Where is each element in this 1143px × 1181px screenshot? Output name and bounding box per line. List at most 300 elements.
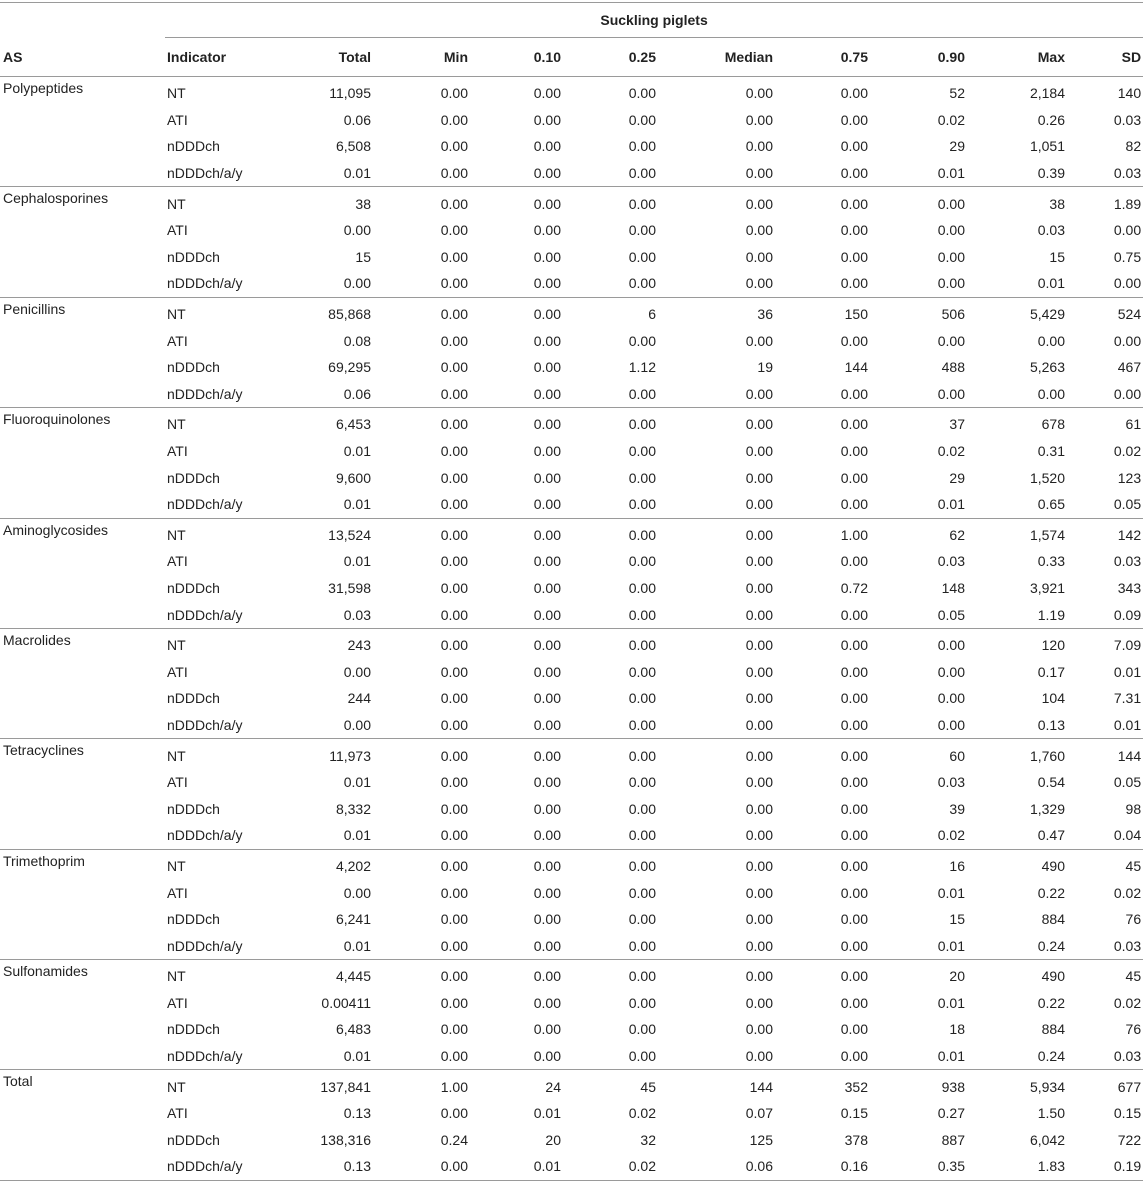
median-cell: 0.00 [745, 827, 773, 844]
min-cell: 0.00 [440, 248, 468, 265]
indicator-cell: ATI [167, 111, 188, 128]
p75-cell: 0.00 [840, 275, 868, 292]
min-cell: 0.00 [440, 526, 468, 543]
p75-cell: 0.00 [840, 857, 868, 874]
sd-cell: 722 [1117, 1131, 1142, 1148]
total-cell: 0.00 [343, 663, 371, 680]
max-cell: 15 [1049, 248, 1065, 265]
total-cell: 0.13 [343, 1158, 371, 1175]
as-name-cell: Total [3, 1073, 33, 1090]
p75-cell: 0.72 [840, 579, 868, 596]
total-cell: 0.00 [343, 884, 371, 901]
sd-cell: 76 [1125, 911, 1142, 928]
median-cell: 0.00 [745, 416, 773, 433]
total-cell: 0.01 [343, 1048, 371, 1065]
indicator-cell: ATI [167, 994, 188, 1011]
p90-cell: 0.00 [937, 690, 965, 707]
indicator-cell: nDDDch [167, 1021, 220, 1038]
max-cell: 2,184 [1029, 85, 1065, 102]
table-row [0, 879, 1143, 906]
p90-cell: 18 [949, 1021, 965, 1038]
total-cell: 11,095 [329, 85, 371, 102]
max-cell: 0.54 [1037, 774, 1065, 791]
header-suckling-piglets: Suckling piglets [165, 0, 1143, 38]
p90-cell: 15 [949, 911, 965, 928]
p10-cell: 0.00 [533, 606, 561, 623]
p75-cell: 0.00 [840, 911, 868, 928]
p10-cell: 0.00 [533, 443, 561, 460]
max-cell: 104 [1041, 690, 1065, 707]
max-cell: 0.03 [1037, 222, 1065, 239]
p90-cell: 0.01 [937, 1048, 965, 1065]
p10-cell: 0.00 [533, 416, 561, 433]
header-columns-row [0, 38, 1143, 77]
total-cell: 0.00 [343, 275, 371, 292]
p10-cell: 0.00 [533, 332, 561, 349]
indicator-cell: NT [167, 416, 186, 433]
p90-cell: 0.00 [937, 248, 965, 265]
p90-cell: 0.03 [937, 774, 965, 791]
max-cell: 490 [1041, 857, 1065, 874]
sd-cell: 0.03 [1113, 165, 1142, 182]
col-header-as: AS [0, 38, 165, 77]
group-tetracyclines [0, 739, 1143, 849]
p10-cell: 20 [545, 1131, 561, 1148]
total-cell: 0.03 [343, 606, 371, 623]
median-cell: 125 [749, 1131, 773, 1148]
max-cell: 0.31 [1037, 443, 1065, 460]
indicator-cell: nDDDch/a/y [167, 385, 243, 402]
table-row [0, 270, 1143, 297]
max-cell: 120 [1041, 637, 1065, 654]
as-name-cell: Macrolides [3, 631, 71, 648]
median-cell: 0.00 [745, 716, 773, 733]
p10-cell: 0.00 [533, 138, 561, 155]
p90-cell: 60 [949, 747, 965, 764]
indicator-cell: nDDDch/a/y [167, 606, 243, 623]
p25-cell: 0.00 [628, 275, 656, 292]
p75-cell: 144 [844, 359, 868, 376]
p90-cell: 0.01 [937, 994, 965, 1011]
indicator-cell: ATI [167, 774, 188, 791]
min-cell: 0.00 [440, 663, 468, 680]
group-trimethoprim [0, 849, 1143, 959]
table-row [0, 822, 1143, 849]
median-cell: 0.00 [745, 85, 773, 102]
sd-cell: 0.01 [1113, 716, 1142, 733]
sd-cell: 467 [1117, 359, 1142, 376]
indicator-cell: nDDDch/a/y [167, 1048, 243, 1065]
p10-cell: 0.00 [533, 553, 561, 570]
p25-cell: 32 [640, 1131, 656, 1148]
total-cell: 38 [355, 195, 371, 212]
p25-cell: 0.00 [628, 747, 656, 764]
p10-cell: 24 [545, 1078, 561, 1095]
indicator-cell: NT [167, 747, 186, 764]
min-cell: 0.00 [440, 165, 468, 182]
max-cell: 5,934 [1029, 1078, 1065, 1095]
indicator-cell: NT [167, 306, 186, 323]
p75-cell: 0.00 [840, 663, 868, 680]
p75-cell: 0.00 [840, 994, 868, 1011]
median-cell: 0.00 [745, 553, 773, 570]
p90-cell: 0.00 [937, 332, 965, 349]
indicator-cell: nDDDch/a/y [167, 496, 243, 513]
group-total [0, 1070, 1143, 1180]
sd-cell: 45 [1125, 968, 1142, 985]
col-header-p75: 0.75 [775, 38, 870, 77]
p75-cell: 0.00 [840, 690, 868, 707]
indicator-cell: ATI [167, 663, 188, 680]
max-cell: 1.19 [1037, 606, 1065, 623]
total-cell: 69,295 [328, 359, 371, 376]
table-row [0, 1127, 1143, 1154]
sd-cell: 0.05 [1113, 496, 1142, 513]
p90-cell: 0.00 [937, 195, 965, 212]
indicator-cell: nDDDch [167, 1131, 220, 1148]
as-name-cell: Cephalosporines [3, 190, 109, 207]
min-cell: 0.00 [440, 716, 468, 733]
p90-cell: 506 [941, 306, 965, 323]
indicator-cell: nDDDch [167, 690, 220, 707]
sd-cell: 343 [1117, 579, 1142, 596]
as-name-cell: Sulfonamides [3, 963, 88, 979]
min-cell: 0.00 [440, 800, 468, 817]
p25-cell: 0.02 [628, 1105, 656, 1122]
table-row [0, 795, 1143, 822]
indicator-cell: nDDDch [167, 138, 220, 155]
max-cell: 0.17 [1037, 663, 1065, 680]
p25-cell: 0.00 [628, 663, 656, 680]
as-name-cell: Trimethoprim [3, 852, 85, 869]
p75-cell: 0.00 [840, 85, 868, 102]
table-row [0, 906, 1143, 933]
p75-cell: 0.16 [840, 1158, 868, 1175]
max-cell: 1.50 [1037, 1105, 1065, 1122]
p25-cell: 0.00 [628, 332, 656, 349]
min-cell: 0.00 [440, 275, 468, 292]
max-cell: 0.01 [1037, 275, 1065, 292]
total-cell: 0.01 [343, 496, 371, 513]
total-cell: 244 [347, 690, 371, 707]
max-cell: 0.47 [1037, 827, 1065, 844]
min-cell: 0.00 [440, 968, 468, 985]
min-cell: 0.00 [440, 884, 468, 901]
p10-cell: 0.00 [533, 248, 561, 265]
table-row [0, 658, 1143, 685]
indicator-cell: nDDDch/a/y [167, 937, 243, 954]
sd-cell: 144 [1117, 747, 1142, 764]
sd-cell: 0.03 [1113, 1048, 1142, 1065]
median-cell: 0.00 [745, 526, 773, 543]
max-cell: 0.24 [1037, 1048, 1065, 1065]
sd-cell: 0.00 [1113, 275, 1142, 292]
p10-cell: 0.00 [533, 195, 561, 212]
total-cell: 0.13 [343, 1105, 371, 1122]
p90-cell: 0.00 [937, 385, 965, 402]
min-cell: 0.00 [440, 85, 468, 102]
p75-cell: 0.00 [840, 195, 868, 212]
p90-cell: 20 [949, 968, 965, 985]
indicator-cell: nDDDch [167, 579, 220, 596]
p25-cell: 0.00 [628, 937, 656, 954]
median-cell: 0.00 [745, 911, 773, 928]
table-row [0, 244, 1143, 271]
p25-cell: 0.00 [628, 85, 656, 102]
p75-cell: 0.00 [840, 884, 868, 901]
min-cell: 0.00 [440, 138, 468, 155]
table-row [0, 187, 1143, 217]
max-cell: 1,574 [1029, 526, 1065, 543]
p75-cell: 0.00 [840, 385, 868, 402]
p10-cell: 0.00 [533, 937, 561, 954]
table-row [0, 1070, 1143, 1100]
min-cell: 1.00 [440, 1078, 468, 1095]
p10-cell: 0.00 [533, 526, 561, 543]
max-cell: 0.24 [1037, 937, 1065, 954]
min-cell: 0.00 [440, 911, 468, 928]
p25-cell: 0.00 [628, 637, 656, 654]
p90-cell: 0.03 [937, 553, 965, 570]
max-cell: 0.26 [1037, 111, 1065, 128]
col-header-p25: 0.25 [563, 38, 658, 77]
p25-cell: 0.00 [628, 248, 656, 265]
p10-cell: 0.00 [533, 994, 561, 1011]
min-cell: 0.00 [440, 937, 468, 954]
p90-cell: 0.01 [937, 937, 965, 954]
median-cell: 0.00 [745, 968, 773, 985]
p90-cell: 0.00 [937, 716, 965, 733]
sd-cell: 7.09 [1113, 637, 1142, 654]
table-row [0, 960, 1143, 990]
p75-cell: 0.00 [840, 716, 868, 733]
min-cell: 0.00 [440, 443, 468, 460]
col-header-min: Min [373, 38, 470, 77]
min-cell: 0.24 [440, 1131, 468, 1148]
table-header [0, 0, 1143, 77]
p25-cell: 0.00 [628, 716, 656, 733]
p75-cell: 0.00 [840, 774, 868, 791]
p75-cell: 0.00 [840, 138, 868, 155]
as-name-cell: Aminoglycosides [3, 521, 109, 538]
p10-cell: 0.00 [533, 857, 561, 874]
p90-cell: 148 [941, 579, 965, 596]
p75-cell: 0.00 [840, 248, 868, 265]
group-fluoroquinolones [0, 408, 1143, 518]
table-row [0, 297, 1143, 327]
median-cell: 0.00 [745, 1021, 773, 1038]
p75-cell: 0.00 [840, 637, 868, 654]
p75-cell: 150 [844, 306, 868, 323]
p75-cell: 0.00 [840, 222, 868, 239]
p25-cell: 0.00 [628, 165, 656, 182]
total-cell: 31,598 [328, 579, 371, 596]
max-cell: 0.33 [1037, 553, 1065, 570]
total-cell: 0.01 [343, 553, 371, 570]
median-cell: 0.00 [745, 332, 773, 349]
p90-cell: 0.00 [937, 222, 965, 239]
table-row [0, 77, 1143, 107]
min-cell: 0.00 [440, 359, 468, 376]
indicator-cell: ATI [167, 1105, 188, 1122]
median-cell: 0.00 [745, 579, 773, 596]
p25-cell: 0.00 [628, 968, 656, 985]
table-row [0, 548, 1143, 575]
p25-cell: 0.00 [628, 138, 656, 155]
p25-cell: 0.00 [628, 496, 656, 513]
p75-cell: 0.00 [840, 827, 868, 844]
p10-cell: 0.00 [533, 111, 561, 128]
p75-cell: 0.00 [840, 800, 868, 817]
group-cephalosporines [0, 187, 1143, 297]
p90-cell: 29 [949, 138, 965, 155]
total-cell: 243 [347, 637, 371, 654]
p75-cell: 0.00 [840, 332, 868, 349]
col-header-p90: 0.90 [870, 38, 967, 77]
p90-cell: 938 [941, 1078, 965, 1095]
p75-cell: 0.00 [840, 443, 868, 460]
p75-cell: 0.00 [840, 606, 868, 623]
max-cell: 5,429 [1029, 306, 1065, 323]
median-cell: 0.00 [745, 443, 773, 460]
p25-cell: 0.00 [628, 1048, 656, 1065]
median-cell: 0.00 [745, 774, 773, 791]
sd-cell: 0.19 [1113, 1158, 1142, 1175]
group-polypeptides [0, 77, 1143, 187]
p25-cell: 45 [640, 1078, 656, 1095]
min-cell: 0.00 [440, 637, 468, 654]
header-blank-cell [0, 0, 165, 38]
median-cell: 0.00 [745, 275, 773, 292]
indicator-cell: nDDDch/a/y [167, 165, 243, 182]
max-cell: 6,042 [1029, 1131, 1065, 1148]
table-row [0, 160, 1143, 187]
group-sulfonamides [0, 960, 1143, 1070]
as-name-cell: Fluoroquinolones [3, 411, 111, 428]
indicator-cell: NT [167, 526, 186, 543]
table-row [0, 932, 1143, 959]
p25-cell: 0.00 [628, 800, 656, 817]
indicator-cell: ATI [167, 884, 188, 901]
p25-cell: 1.12 [628, 359, 656, 376]
indicator-cell: nDDDch/a/y [167, 716, 243, 733]
sd-cell: 0.03 [1113, 553, 1142, 570]
max-cell: 678 [1041, 416, 1065, 433]
max-cell: 884 [1041, 911, 1065, 928]
max-cell: 0.00 [1037, 385, 1065, 402]
max-cell: 1,760 [1029, 747, 1065, 764]
min-cell: 0.00 [440, 469, 468, 486]
p10-cell: 0.00 [533, 222, 561, 239]
table-row [0, 438, 1143, 465]
max-cell: 1,520 [1029, 469, 1065, 486]
min-cell: 0.00 [440, 827, 468, 844]
median-cell: 0.00 [745, 884, 773, 901]
total-cell: 0.00411 [321, 994, 371, 1011]
total-cell: 6,483 [335, 1021, 371, 1038]
sd-cell: 61 [1125, 416, 1142, 433]
p25-cell: 0.00 [628, 553, 656, 570]
table-row [0, 601, 1143, 628]
total-cell: 0.01 [343, 443, 371, 460]
min-cell: 0.00 [440, 385, 468, 402]
sd-cell: 7.31 [1113, 690, 1142, 707]
p10-cell: 0.00 [533, 85, 561, 102]
p10-cell: 0.00 [533, 637, 561, 654]
min-cell: 0.00 [440, 222, 468, 239]
p90-cell: 0.00 [937, 637, 965, 654]
min-cell: 0.00 [440, 579, 468, 596]
sd-cell: 0.75 [1113, 248, 1142, 265]
indicator-cell: nDDDch [167, 248, 220, 265]
p90-cell: 887 [941, 1131, 965, 1148]
table-row [0, 712, 1143, 739]
max-cell: 1.83 [1037, 1158, 1065, 1175]
indicator-cell: ATI [167, 332, 188, 349]
table-row [0, 464, 1143, 491]
col-header-max: Max [967, 38, 1067, 77]
indicator-cell: ATI [167, 443, 188, 460]
col-header-median: Median [658, 38, 775, 77]
min-cell: 0.00 [440, 747, 468, 764]
group-macrolides [0, 628, 1143, 738]
p75-cell: 0.00 [840, 1021, 868, 1038]
table-row [0, 575, 1143, 602]
table-row [0, 518, 1143, 548]
sd-cell: 0.15 [1113, 1105, 1142, 1122]
sd-cell: 0.00 [1113, 385, 1142, 402]
p75-cell: 1.00 [840, 526, 868, 543]
p10-cell: 0.01 [533, 1158, 561, 1175]
max-cell: 490 [1041, 968, 1065, 985]
p10-cell: 0.00 [533, 1021, 561, 1038]
median-cell: 0.00 [745, 248, 773, 265]
p90-cell: 0.05 [937, 606, 965, 623]
p10-cell: 0.00 [533, 690, 561, 707]
total-cell: 4,202 [335, 857, 371, 874]
p10-cell: 0.00 [533, 968, 561, 985]
p75-cell: 0.00 [840, 111, 868, 128]
table-row [0, 1153, 1143, 1180]
p10-cell: 0.00 [533, 359, 561, 376]
sd-cell: 0.00 [1113, 222, 1142, 239]
p25-cell: 0.00 [628, 526, 656, 543]
p90-cell: 0.00 [937, 275, 965, 292]
median-cell: 0.06 [745, 1158, 773, 1175]
indicator-cell: nDDDch/a/y [167, 1158, 243, 1175]
p25-cell: 0.00 [628, 443, 656, 460]
p10-cell: 0.00 [533, 275, 561, 292]
min-cell: 0.00 [440, 306, 468, 323]
p90-cell: 52 [949, 85, 965, 102]
p25-cell: 6 [648, 306, 656, 323]
p25-cell: 0.00 [628, 222, 656, 239]
total-cell: 85,868 [328, 306, 371, 323]
min-cell: 0.00 [440, 1021, 468, 1038]
p25-cell: 0.02 [628, 1158, 656, 1175]
sd-cell: 0.02 [1113, 443, 1142, 460]
table-row [0, 685, 1143, 712]
p90-cell: 37 [949, 416, 965, 433]
p75-cell: 352 [844, 1078, 868, 1095]
p75-cell: 0.00 [840, 747, 868, 764]
total-cell: 138,316 [320, 1131, 371, 1148]
median-cell: 0.00 [745, 469, 773, 486]
total-cell: 8,332 [335, 800, 371, 817]
table-row [0, 133, 1143, 160]
p25-cell: 0.00 [628, 690, 656, 707]
p25-cell: 0.00 [628, 1021, 656, 1038]
